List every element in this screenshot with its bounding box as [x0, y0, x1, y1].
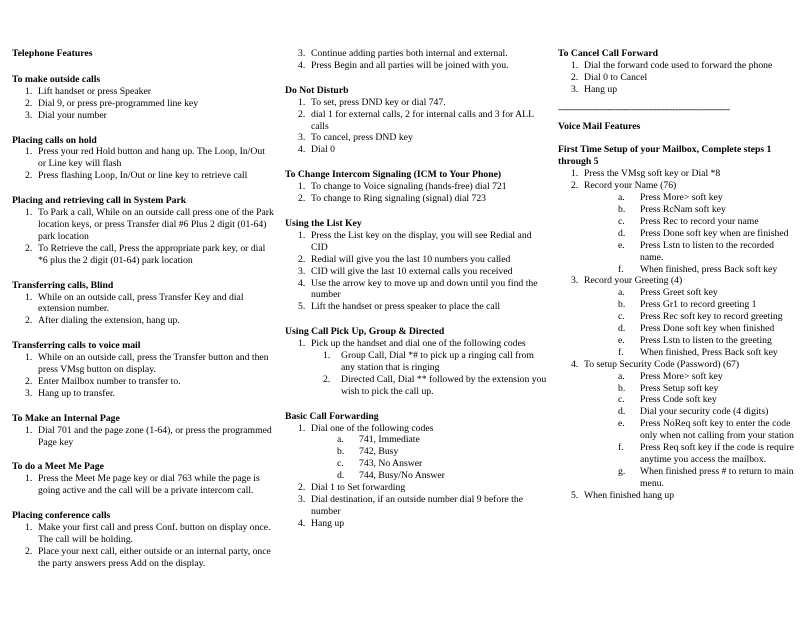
list-item: 1. To set, press DND key or dial 747. — [285, 97, 547, 109]
sub-list-item: f. When finished, Press Back soft key — [622, 347, 798, 359]
sub-list-item: 1. Group Call, Dial *# to pick up a ringing call from any station that is ringing — [323, 350, 547, 374]
section-heading: Placing conference calls — [12, 510, 111, 522]
list-item: 2. After dialing the extension, hang up. — [12, 315, 274, 327]
list-item: 3. Hang up to transfer. — [12, 388, 274, 400]
list-item-text: Pick up the handset and dial one of the following codes — [311, 338, 526, 350]
list-item: 1. Press the VMsg soft key or Dial *8 — [558, 168, 798, 180]
sub-list-item: c. Press Rec soft key to record greeting — [622, 311, 798, 323]
section-mailbox-setup — [558, 144, 798, 501]
list-item: 2. Press flashing Loop, In/Out or line key to retrieve call — [12, 170, 274, 182]
list-item: 2. To Retrieve the call, Press the appropriate park key, or dial *6 plus the 2 digit (01-64) park location — [12, 243, 274, 267]
list-item: 2. Redial will give you the last 10 numbers you called — [285, 254, 547, 266]
section-icm-signaling — [285, 169, 547, 205]
sub-list-item: b. Press Setup soft key — [622, 383, 798, 395]
list-item: 4. Use the arrow key to move up and down until you find the number — [285, 278, 547, 302]
list-item: 1. Press the Meet Me page key or dial 763 while the page is going active and the call will be a private intercom call. — [12, 473, 274, 497]
list-item-text: Record your Greeting (4) — [584, 275, 683, 287]
sub-list-item: e. Press Lstn to listen to the greeting — [622, 335, 798, 347]
section-park — [12, 195, 274, 266]
list-item: 2. dial 1 for external calls, 2 for internal calls and 3 for ALL calls — [285, 109, 547, 133]
sub-list-item: d. Press Done soft key when are finished — [622, 228, 798, 240]
list-item: 3. To cancel, press DND key — [285, 132, 547, 144]
list-item: 1. To change to Voice signaling (hands-free) dial 721 — [285, 181, 547, 193]
section-heading: To Make an Internal Page — [12, 412, 120, 424]
section-heading: To Change Intercom Signaling (ICM to Your Phone) — [285, 169, 502, 181]
list-item: 3. Dial your number — [12, 110, 274, 122]
section-heading: Voice Mail Features — [558, 120, 641, 132]
section-heading: To make outside calls — [12, 73, 101, 85]
list-item: 2. Dial 1 to Set forwarding — [285, 482, 547, 494]
list-item-text: Dial one of the following codes — [311, 422, 434, 434]
section-voicemail-transfer — [12, 340, 274, 400]
list-item: 2. To change to Ring signaling (signal) dial 723 — [285, 193, 547, 205]
list-item: 5. When finished hang up — [558, 490, 798, 502]
list-item: 1. Dial 701 and the page zone (1-64), or press the programmed Page key — [12, 425, 274, 449]
section-heading: Transferring calls to voice mail — [12, 340, 141, 352]
sub-list-item: d. Dial your security code (4 digits) — [622, 406, 798, 418]
sub-list-item: 2. Directed Call, Dial ** followed by the extension you wish to pick the call up. — [323, 374, 547, 398]
section-heading: Do Not Disturb — [285, 84, 349, 96]
sub-list-item: a. Press Greet soft key — [622, 287, 798, 299]
sub-list-item: b. Press RcNam soft key — [622, 204, 798, 216]
list-item-text: Record your Name (76) — [584, 180, 677, 192]
sub-list-item: c. Press Rec to record your name — [622, 216, 798, 228]
list-item: 1. Press your red Hold button and hang up. The Loop, In/Out or Line key will flash — [12, 146, 274, 170]
sub-list-item: a. Press More> soft key — [622, 371, 798, 383]
section-cancel-forward — [558, 48, 798, 96]
sub-list-item: b. 742, Busy — [341, 446, 547, 458]
section-list-key — [285, 218, 547, 313]
column-right — [558, 48, 798, 515]
sub-list-item: d. 744, Busy/No Answer — [341, 470, 547, 482]
sub-list-item: a. Press More> soft key — [622, 192, 798, 204]
sub-list-item: b. Press Gr1 to record greeting 1 — [622, 299, 798, 311]
section-heading: To do a Meet Me Page — [12, 461, 104, 473]
document-title: Telephone Features — [12, 48, 93, 59]
sub-list-item: g. When finished press # to return to main menu. — [622, 466, 798, 490]
list-item-text: To setup Security Code (Password) (67) — [584, 358, 740, 370]
list-item — [285, 338, 547, 398]
section-meet-me — [12, 461, 274, 497]
section-pickup — [285, 326, 547, 397]
section-heading: Basic Call Forwarding — [285, 410, 379, 422]
list-item: 2. Dial 0 to Cancel — [558, 72, 798, 84]
list-item: 2. Dial 9, or press pre-programmed line key — [12, 98, 274, 110]
section-heading: Transferring calls, Blind — [12, 279, 114, 291]
divider-line: --------------------------------------------------------------- — [558, 103, 730, 115]
sub-list-item: c. Press Code soft key — [622, 394, 798, 406]
sub-list-item: e. Press NoReq soft key to enter the code only when not calling from your station — [622, 418, 798, 442]
sub-list-item: c. 743, No Answer — [341, 458, 547, 470]
list-item: 4. Hang up — [285, 518, 547, 530]
list-item — [558, 275, 798, 358]
list-item — [558, 359, 798, 490]
list-item: 1. While on an outside call, press Transfer Key and dial extension number. — [12, 292, 274, 316]
list-item: 1. Press the List key on the display, you will see Redial and CID — [285, 230, 547, 254]
section-heading: Placing calls on hold — [12, 134, 97, 146]
section-heading: Using the List Key — [285, 217, 362, 229]
section-internal-page — [12, 413, 274, 449]
list-item: 1. Lift handset or press Speaker — [12, 86, 274, 98]
list-item: 4. Press Begin and all parties will be joined with you. — [285, 60, 547, 72]
list-item: 1. Dial the forward code used to forward the phone — [558, 60, 798, 72]
section-heading: To Cancel Call Forward — [558, 48, 659, 59]
section-heading: First Time Setup of your Mailbox, Complete steps 1 through 5 — [558, 144, 772, 168]
list-item — [285, 423, 547, 483]
section-forwarding — [285, 411, 547, 530]
list-item: 1. While on an outside call, press the Transfer button and then press VMsg button on display. — [12, 352, 274, 376]
sub-list-item: a. 741, Immediate — [341, 434, 547, 446]
section-blind-transfer — [12, 280, 274, 328]
list-item: 3. Hang up — [558, 84, 798, 96]
list-item: 3. CID will give the last 10 external calls you received — [285, 266, 547, 278]
section-conference — [12, 510, 274, 570]
column-middle — [285, 48, 547, 543]
list-item: 2. Enter Mailbox number to transfer to. — [12, 376, 274, 388]
list-item: 3. Continue adding parties both internal and external. — [285, 48, 547, 60]
sub-list-item: f. When finished, press Back soft key — [622, 264, 798, 276]
sub-list-item: e. Press Lstn to listen to the recorded name. — [622, 240, 798, 264]
list-item: 5. Lift the handset or press speaker to place the call — [285, 301, 547, 313]
section-heading: Using Call Pick Up, Group & Directed — [285, 326, 445, 338]
list-item — [558, 180, 798, 275]
section-dnd — [285, 85, 547, 156]
section-hold — [12, 135, 274, 183]
list-item: 3. Dial destination, if an outside number dial 9 before the number — [285, 494, 547, 518]
list-item: 4. Dial 0 — [285, 144, 547, 156]
list-item: 1. To Park a call, While on an outside call press one of the Park location keys, or press Transfer dial #6 Plus 2 digit (01-64) park location — [12, 207, 274, 243]
section-conference-continued — [285, 48, 547, 72]
column-left — [12, 48, 274, 583]
list-item: 2. Place your next call, either outside or an internal party, once the party answers press Add on the display. — [12, 546, 274, 570]
section-outside-calls — [12, 74, 274, 122]
section-heading: Placing and retrieving call in System Park — [12, 195, 187, 207]
sub-list-item: d. Press Done soft key when finished — [622, 323, 798, 335]
list-item: 1. Make your first call and press Conf. button on display once. The call will be holding. — [12, 522, 274, 546]
sub-list-item: f. Press Req soft key if the code is require anytime you access the mailbox. — [622, 442, 798, 466]
